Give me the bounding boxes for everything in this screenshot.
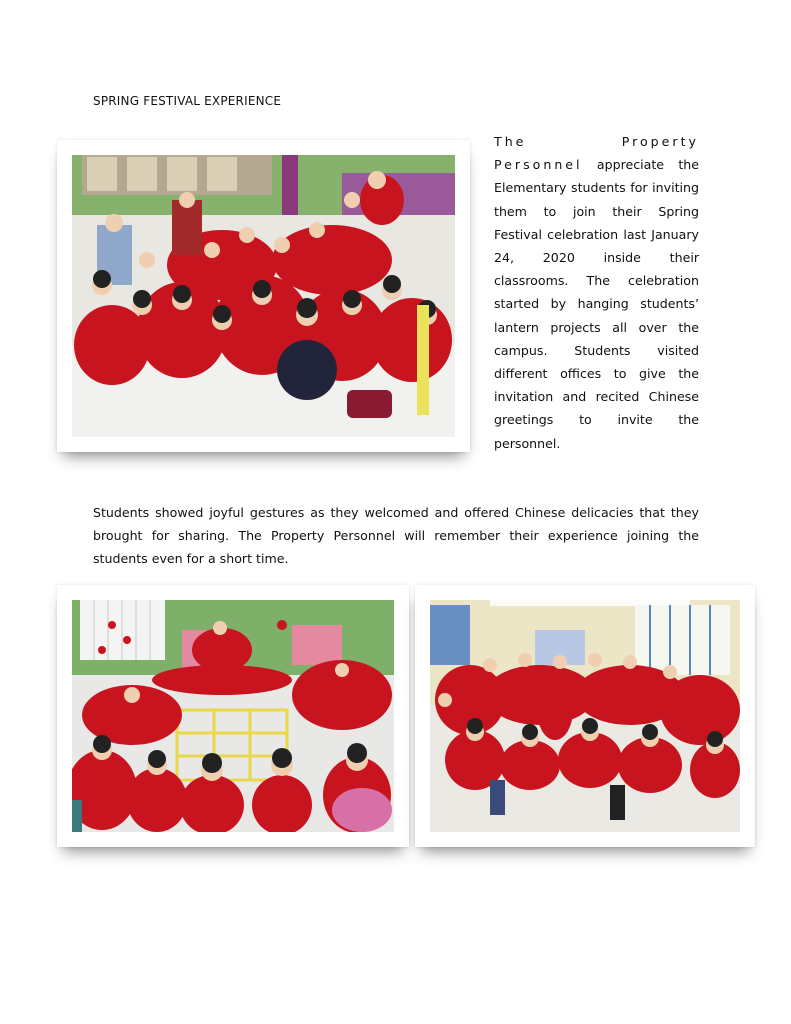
photo-floor-group — [72, 600, 394, 832]
photo-frame-floor-group — [57, 585, 409, 847]
photo-frame-class-group — [415, 585, 755, 847]
photo-classroom-group — [72, 155, 455, 437]
side-description-lead: The Property Personnel — [494, 134, 699, 173]
page-title: SPRING FESTIVAL EXPERIENCE — [93, 94, 282, 108]
side-description-body: appreciate the Elementary students for inviting them to join their Spring Festival celebration last January 24, 2020 inside their classrooms. The celebration started by hanging students’ lantern projects all over the campus. Students visited different offices to give the invitation and recited Chinese greetings to invite the personnel. — [494, 157, 699, 451]
photo-frame-classroom-group — [57, 140, 470, 452]
body-paragraph: Students showed joyful gestures as they welcomed and offered Chinese delicacies that they brought for sharing. The Property Personnel will remember their experience joining the students even for a short time. — [93, 505, 699, 566]
photo-class-group — [430, 600, 740, 832]
side-description — [494, 130, 699, 455]
